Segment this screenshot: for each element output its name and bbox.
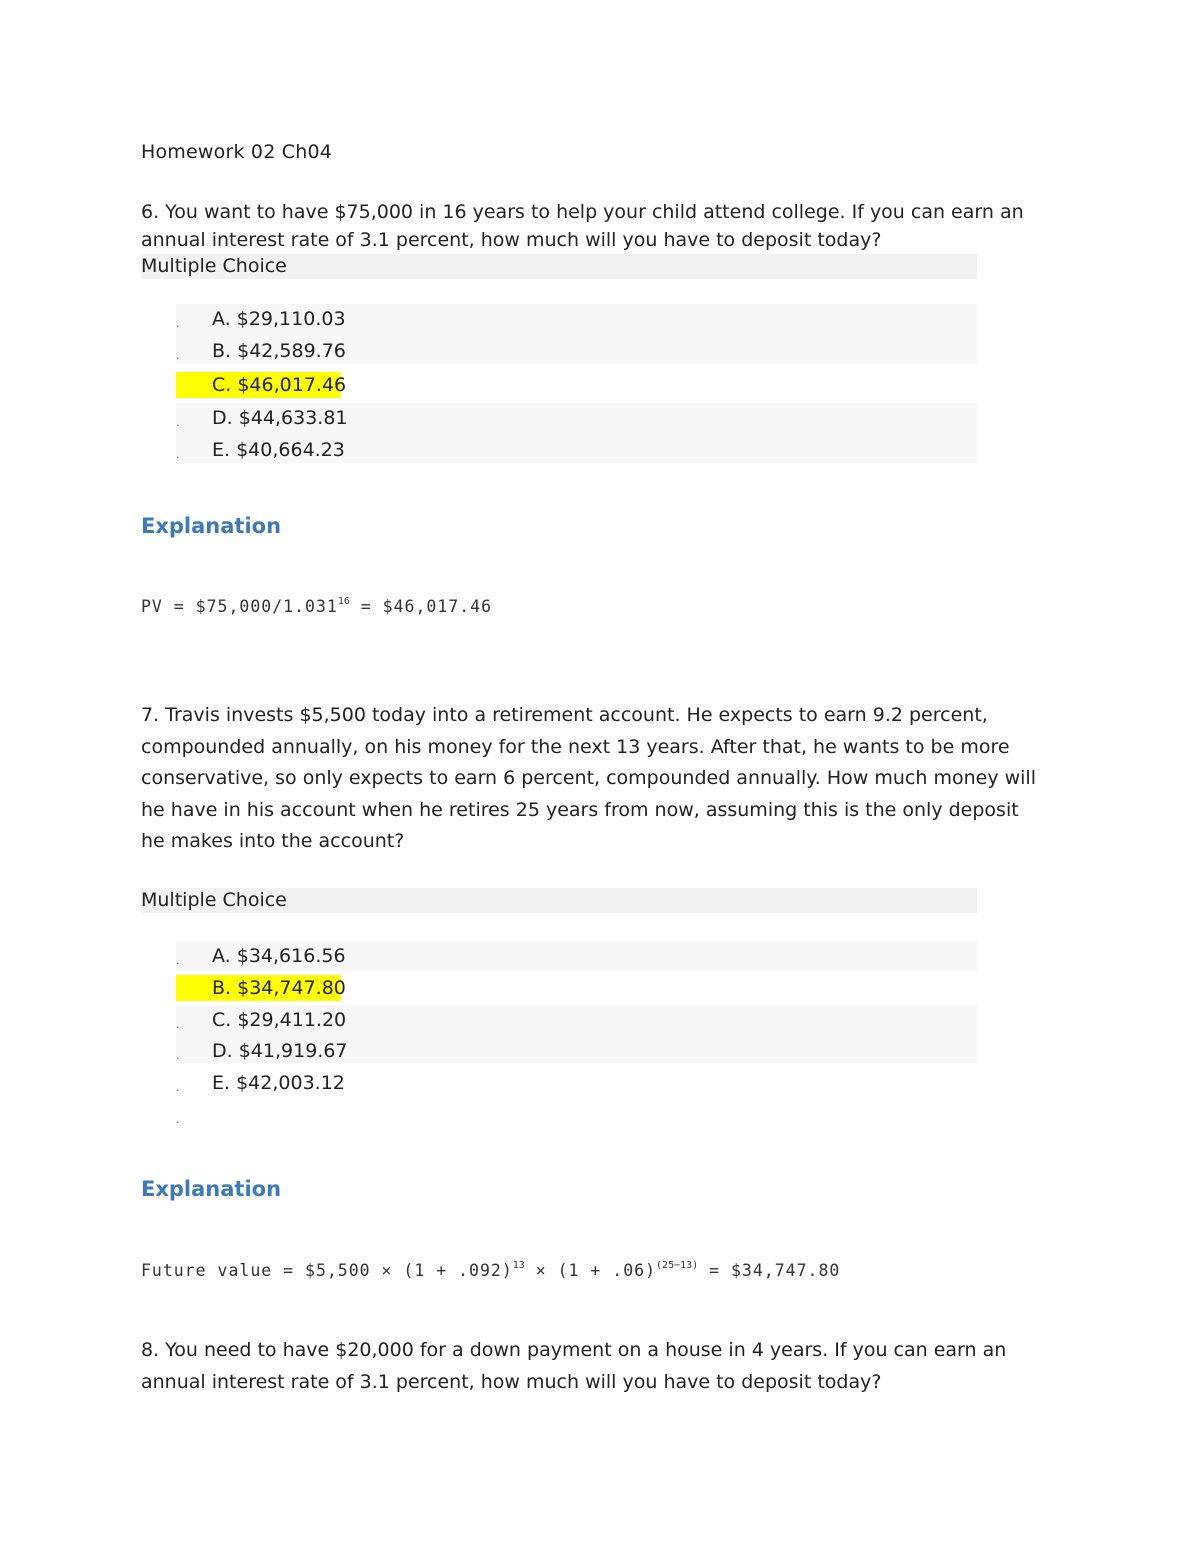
- q7-option-c[interactable]: [176, 1005, 977, 1035]
- stray-bullet: .: [176, 1113, 180, 1126]
- question-7-text: 7. Travis invests $5,500 today into a retirement account. He expects to earn 9.2 percent, compounded annually, on his money for the next 13 years. After that, he wants to be more conservative, so only expects to earn 6 percent, compounded annually. How much money will he have in his account when he retires 25 years from now, assuming this is the only deposit he makes into the account?: [141, 704, 1036, 852]
- q6-option-d[interactable]: [176, 403, 977, 433]
- option-bullet: .: [176, 317, 180, 330]
- q6-explanation-heading: Explanation: [141, 514, 282, 538]
- question-6-text: 6. You want to have $75,000 in 16 years to help your child attend college. If you can earn an annual interest rate of 3.1 percent, how much will you have to deposit today?: [141, 201, 1024, 251]
- q6-option-a-label: A. $29,110.03: [212, 308, 346, 330]
- formula-exponent-1: 13: [512, 1260, 525, 1271]
- option-bullet: .: [176, 1081, 180, 1094]
- option-bullet: .: [176, 954, 180, 967]
- formula-exponent-2: (25−13): [656, 1260, 699, 1271]
- q6-option-c[interactable]: [176, 370, 977, 400]
- q6-option-b[interactable]: [176, 336, 977, 366]
- question-7-multiple-choice-label: Multiple Choice: [141, 888, 977, 913]
- q6-option-c-label: C. $46,017.46: [212, 374, 347, 396]
- q6-option-e[interactable]: [176, 435, 977, 465]
- formula-part-3: = $34,747.80: [698, 1261, 841, 1280]
- q6-option-d-label: D. $44,633.81: [212, 407, 348, 429]
- q6-option-e-label: E. $40,664.23: [212, 439, 345, 461]
- formula-lhs: PV = $75,000/1.031: [141, 597, 338, 616]
- q7-explanation-heading: Explanation: [141, 1177, 282, 1201]
- option-bullet: .: [176, 416, 180, 429]
- q7-option-d[interactable]: [176, 1036, 977, 1066]
- q6-option-b-label: B. $42,589.76: [212, 340, 346, 362]
- q7-option-b-label: B. $34,747.80: [212, 977, 346, 999]
- q7-option-d-label: D. $41,919.67: [212, 1040, 348, 1062]
- question-8-text: 8. You need to have $20,000 for a down payment on a house in 4 years. If you can earn an annual interest rate of 3.1 percent, how much will you have to deposit today?: [141, 1339, 1007, 1393]
- formula-part-2: × (1 + .06): [524, 1261, 657, 1280]
- document-title: Homework 02 Ch04: [141, 141, 333, 163]
- q6-explanation-formula: [141, 596, 492, 616]
- q7-option-c-label: C. $29,411.20: [212, 1009, 347, 1031]
- option-bullet: .: [176, 448, 180, 461]
- q7-option-e-label: E. $42,003.12: [212, 1072, 345, 1094]
- option-bullet: .: [176, 1018, 180, 1031]
- q7-option-b[interactable]: [176, 973, 977, 1003]
- q7-option-a-label: A. $34,616.56: [212, 945, 346, 967]
- q6-option-a[interactable]: [176, 304, 977, 334]
- formula-rhs: = $46,017.46: [349, 597, 492, 616]
- q7-option-a[interactable]: [176, 941, 977, 971]
- option-bullet: .: [176, 349, 180, 362]
- formula-exponent: 16: [337, 596, 350, 607]
- formula-part-1: Future value = $5,500 × (1 + .092): [141, 1261, 513, 1280]
- option-bullet: .: [176, 1049, 180, 1062]
- q7-option-e[interactable]: [176, 1068, 977, 1098]
- question-6-multiple-choice-label: Multiple Choice: [141, 254, 977, 279]
- q7-explanation-formula: [141, 1260, 840, 1280]
